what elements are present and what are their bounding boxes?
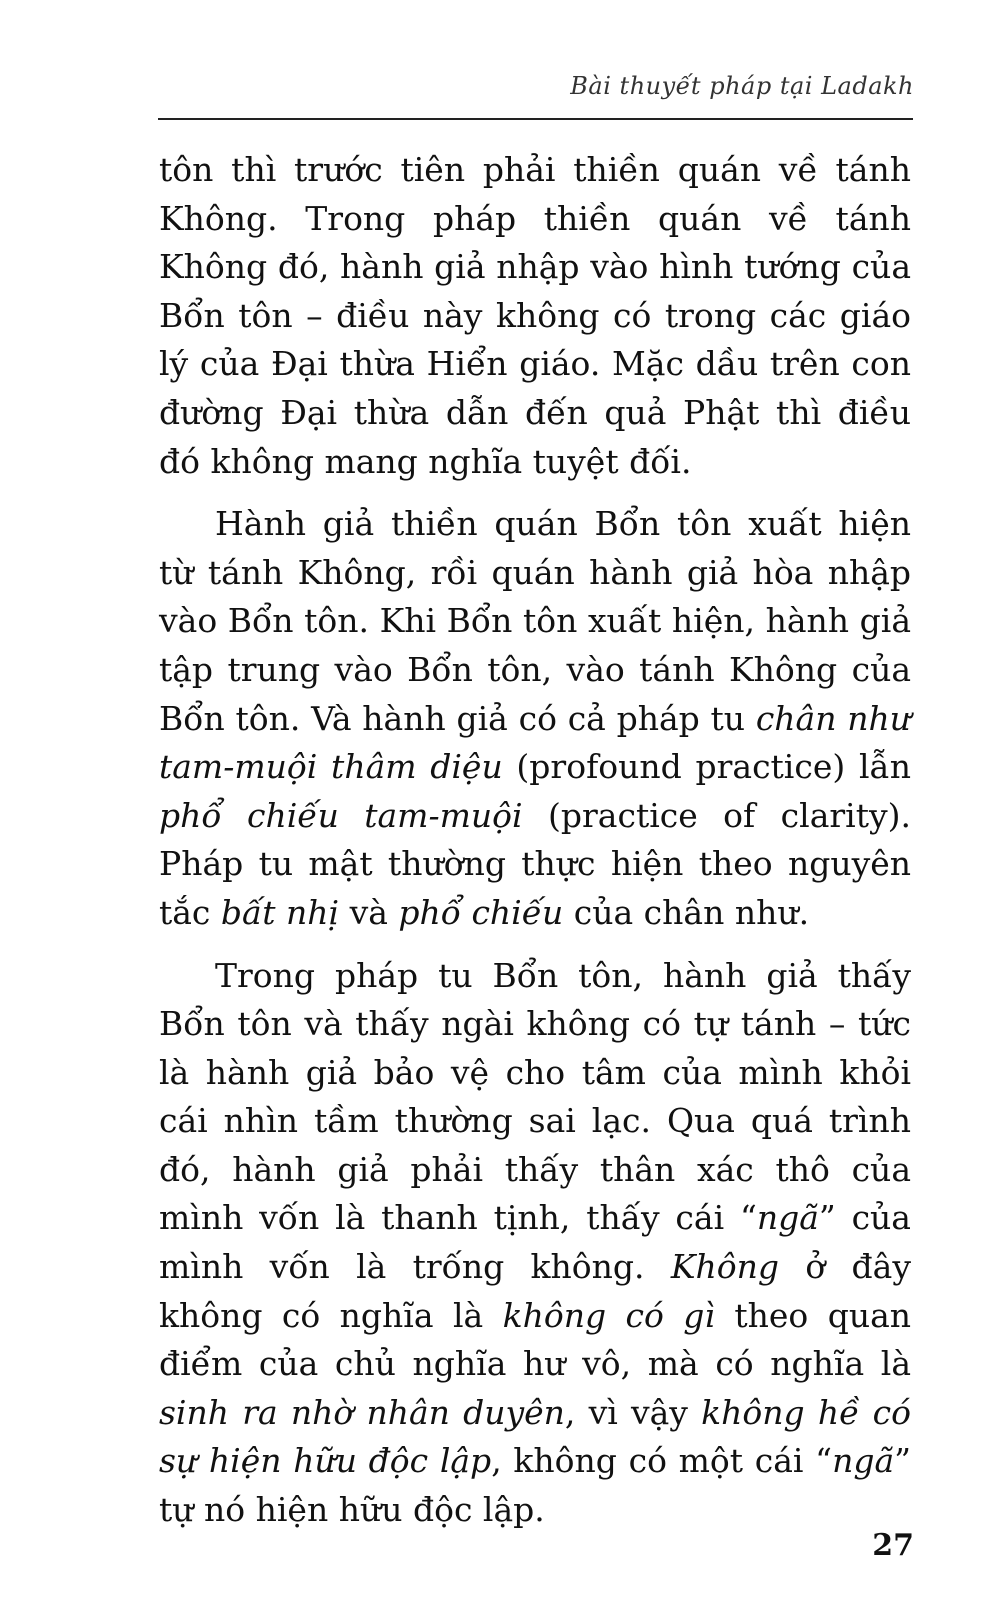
page-number: 27: [872, 1528, 914, 1563]
running-header: Bài thuyết pháp tại Ladakh: [570, 72, 914, 100]
italic-text: bất nhị: [220, 892, 340, 932]
text-run: , không có một cái “: [491, 1441, 833, 1481]
text-run: ở đây không có nghĩa là: [159, 1247, 911, 1335]
italic-text: không hề có sự hiện hữu độc lập: [159, 1392, 911, 1481]
text-run: ” tự nó hiện hữu độc lập.: [159, 1441, 911, 1530]
text-run: ” của mình vốn là trống không.: [159, 1198, 911, 1287]
paragraph: [159, 146, 911, 486]
text-run: Hành giả thiền quán Bổn tôn xuất hiện từ tánh Không, rồi quán hành giả hòa nhập vào Bổn tôn. Khi Bổn tôn xuất hiện, hành giả tập trung vào Bổn tôn, vào tánh Không của Bổn tôn. Và hành giả có cả pháp tu: [159, 504, 911, 738]
italic-text: không có gì: [502, 1295, 715, 1335]
italic-text: phổ chiếu tam-muội: [159, 795, 523, 835]
italic-text: ngã: [832, 1441, 895, 1481]
text-run: theo quan điểm của chủ nghĩa hư vô, mà có nghĩa là: [159, 1295, 911, 1384]
text-run: (profound practice) lẫn: [502, 747, 911, 787]
body-text: [159, 146, 911, 1549]
text-run: và: [339, 892, 399, 932]
italic-text: sinh ra nhờ nhân duyên: [159, 1392, 565, 1432]
text-run: (practice of clarity). Pháp tu mật thường thực hiện theo nguyên tắc: [159, 795, 911, 932]
italic-text: phổ chiếu: [398, 892, 564, 932]
header-rule: [158, 118, 913, 120]
italic-text: ngã: [756, 1198, 819, 1238]
text-run: , vì vậy: [564, 1392, 702, 1432]
italic-text: chân như tam-muội thâm diệu: [159, 698, 911, 787]
text-run: của chân như.: [563, 892, 810, 932]
italic-text: Không: [670, 1247, 780, 1287]
paragraph: [159, 500, 911, 937]
paragraph: [159, 952, 911, 1535]
text-run: Trong pháp tu Bổn tôn, hành giả thấy Bổn tôn và thấy ngài không có tự tánh – tức là hành giả bảo vệ cho tâm của mình khỏi cái nhìn tầm thường sai lạc. Qua quá trình đó, hành giả phải thấy thân xác thô của mình vốn là thanh tịnh, thấy cái “: [159, 955, 911, 1238]
text-run: tôn thì trước tiên phải thiền quán về tánh Không. Trong pháp thiền quán về tánh Không đó, hành giả nhập vào hình tướng của Bổn tôn – điều này không có trong các giáo lý của Đại thừa Hiển giáo. Mặc dầu trên con đường Đại thừa dẫn đến quả Phật thì điều đó không mang nghĩa tuyệt đối.: [159, 150, 911, 481]
